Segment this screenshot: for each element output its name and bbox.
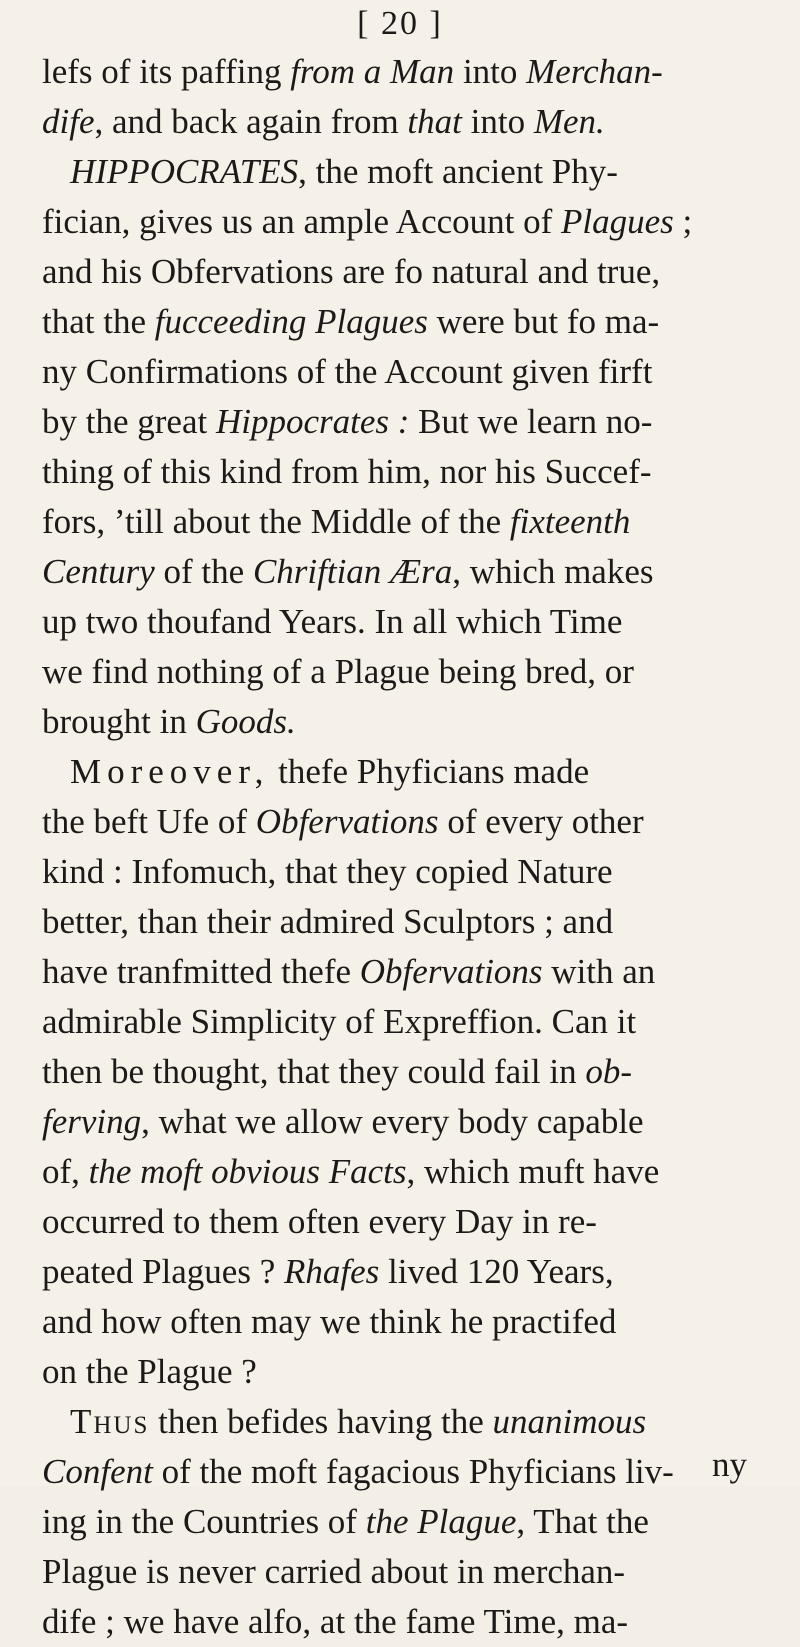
italic-run: Chriftian Æra <box>252 552 453 591</box>
text-run: brought in <box>42 702 196 741</box>
italic-run: Men. <box>533 102 605 141</box>
text-line <box>42 1497 782 1547</box>
text-line <box>42 1597 782 1647</box>
text-run: ; <box>673 202 693 241</box>
italic-run: Confent <box>42 1452 153 1491</box>
text-line <box>42 247 782 297</box>
italic-run: Hippocrates : <box>215 402 410 441</box>
text-run: the beft Ufe of <box>42 802 256 841</box>
text-run: ing in the Countries of <box>42 1502 366 1541</box>
italic-run: dife <box>42 102 95 141</box>
text-run: into <box>461 102 534 141</box>
catchword: ny <box>712 1445 747 1484</box>
text-run: on the Plague ? <box>42 1352 257 1391</box>
text-line <box>42 547 782 597</box>
text-run: lefs of its paffing <box>42 52 291 91</box>
text-run: of the <box>154 552 253 591</box>
text-run: then befides having the <box>149 1402 493 1441</box>
text-run: of, <box>42 1152 89 1191</box>
text-run: , the moft ancient Phy- <box>298 152 618 191</box>
text-run: , which muft have <box>406 1152 660 1191</box>
text-run: we find nothing of a Plague being bred, or <box>42 652 634 691</box>
text-run: that the <box>42 302 155 341</box>
text-line <box>42 1197 782 1247</box>
text-run: by the great <box>42 402 216 441</box>
text-run: , and back again from <box>94 102 408 141</box>
text-line <box>42 947 782 997</box>
text-line <box>42 697 782 747</box>
text-run: , That the <box>516 1502 649 1541</box>
text-run: up two thoufand Years. In all which Time <box>42 602 623 641</box>
text-run: were but fo ma- <box>427 302 660 341</box>
text-line <box>42 897 782 947</box>
text-run: But we learn no- <box>409 402 653 441</box>
text-run: thefe Phyficians made <box>269 752 590 791</box>
text-line <box>42 197 782 247</box>
text-run: Thus <box>70 1402 150 1441</box>
text-line <box>42 1447 782 1497</box>
text-line <box>42 997 782 1047</box>
text-run: and how often may we think he practifed <box>42 1302 617 1341</box>
text-run: peated Plagues ? <box>42 1252 284 1291</box>
italic-run: Century <box>42 552 155 591</box>
text-run: then be thought, that they could fail in <box>42 1052 586 1091</box>
text-run: of the moft fagacious Phyficians liv- <box>152 1452 674 1491</box>
italic-run: Obfervations <box>359 952 543 991</box>
text-line <box>42 297 782 347</box>
text-line <box>42 397 782 447</box>
text-line <box>42 1147 782 1197</box>
text-line <box>42 1297 782 1347</box>
text-run: admirable Simplicity of Expreffion. Can it <box>42 1002 637 1041</box>
text-line <box>42 147 782 197</box>
text-run: dife ; we have alfo, at the fame Time, ma- <box>42 1602 629 1641</box>
text-run: thing of this kind from him, nor his Succef- <box>42 452 652 491</box>
text-line <box>42 1547 782 1597</box>
text-line <box>42 1097 782 1147</box>
text-run: , what we allow every body capable <box>141 1102 644 1141</box>
text-run: better, than their admired Sculptors ; and <box>42 902 614 941</box>
text-line <box>42 1397 782 1447</box>
text-line <box>42 1247 782 1297</box>
body-text <box>42 47 782 1647</box>
text-line <box>42 1347 782 1397</box>
italic-run: Obfervations <box>255 802 439 841</box>
italic-run: fucceeding Plagues <box>154 302 428 341</box>
text-line <box>42 97 782 147</box>
text-run: fician, gives us an ample Account of <box>42 202 562 241</box>
text-line <box>42 847 782 897</box>
text-run: lived 120 Years, <box>379 1252 614 1291</box>
text-run: ny Confirmations of the Account given firft <box>42 352 653 391</box>
text-run: with an <box>542 952 656 991</box>
text-line <box>42 347 782 397</box>
italic-run: Plagues <box>561 202 674 241</box>
text-run: into <box>454 52 527 91</box>
text-run: have tranfmitted thefe <box>42 952 360 991</box>
italic-run: the moft obvious Facts <box>88 1152 407 1191</box>
text-run: fors, ’till about the Middle of the <box>42 502 510 541</box>
page-number: [ 20 ] <box>357 5 443 42</box>
text-line <box>42 447 782 497</box>
italic-run: that <box>407 102 462 141</box>
italic-run: Goods. <box>195 702 296 741</box>
text-line <box>42 497 782 547</box>
text-line <box>42 747 782 797</box>
text-run: Plague is never carried about in merchan- <box>42 1552 626 1591</box>
text-line <box>42 1047 782 1097</box>
italic-run: the Plague <box>365 1502 517 1541</box>
text-line <box>42 47 782 97</box>
italic-run: ferving <box>42 1102 142 1141</box>
text-line <box>42 797 782 847</box>
text-run: Moreover, <box>70 752 270 791</box>
text-run: kind : Infomuch, that they copied Nature <box>42 852 613 891</box>
text-run: , which makes <box>452 552 654 591</box>
italic-run: HIPPOCRATES <box>70 152 299 191</box>
text-run: occurred to them often every Day in re- <box>42 1202 597 1241</box>
italic-run: Rhafes <box>284 1252 380 1291</box>
italic-run: from a Man <box>290 52 455 91</box>
text-line <box>42 647 782 697</box>
text-run: and his Obfervations are fo natural and true, <box>42 252 661 291</box>
italic-run: ob- <box>585 1052 633 1091</box>
italic-run: fixteenth <box>509 502 631 541</box>
text-line <box>42 597 782 647</box>
text-run: of every other <box>438 802 644 841</box>
italic-run: unanimous <box>492 1402 647 1441</box>
italic-run: Merchan- <box>526 52 663 91</box>
